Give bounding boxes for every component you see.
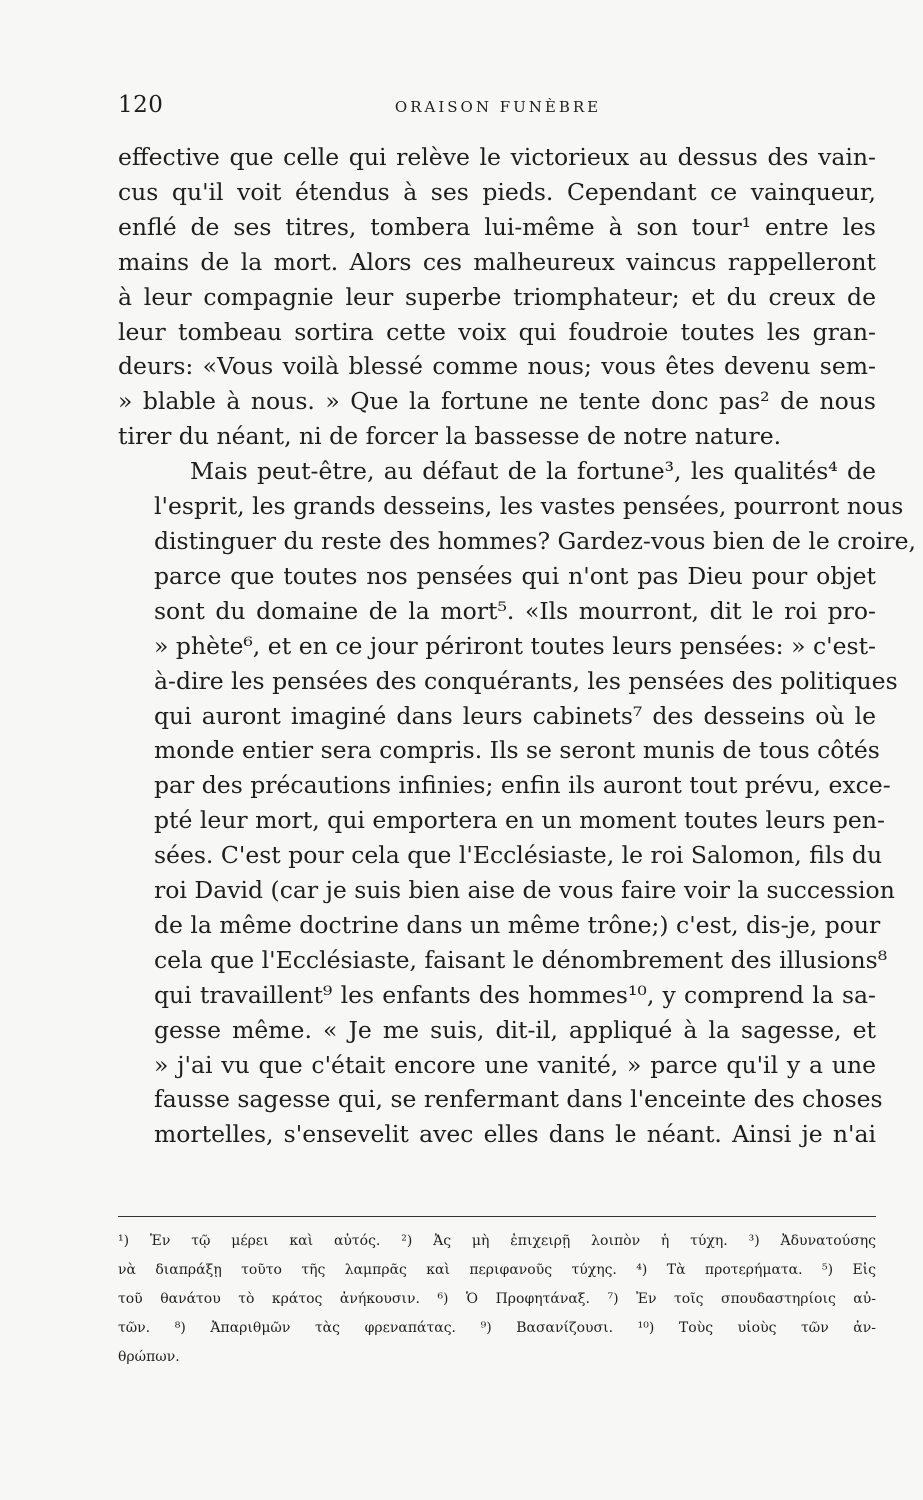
paragraph-2 bbox=[118, 454, 916, 1152]
running-title: ORAISON FUNÈBRE bbox=[394, 98, 602, 116]
footnote-line: ¹) Ἐν τῷ μέρει καὶ αὐτός. ²) Ἀς μὴ ἐπιχειρῇ λοιπὸν ἡ τύχη. ³) Ἀδυνατούσης bbox=[118, 1233, 876, 1249]
text-line: gesse même. « Je me suis, dit-il, appliqué à la sagesse, et bbox=[154, 1015, 876, 1044]
footnote-line: θρώπων. bbox=[118, 1349, 180, 1365]
text-line: pté leur mort, qui emportera en un moment toutes leurs pen- bbox=[154, 806, 885, 835]
footnote-line: τοῦ θανάτου τὸ κράτος ἀνήκουσιν. ⁶) Ὁ Προφητάναξ. ⁷) Ἐν τοῖς σπουδαστηρίοις αὐ- bbox=[118, 1291, 876, 1307]
text-line: mortelles, s'ensevelit avec elles dans le néant. Ainsi je n'ai bbox=[154, 1120, 876, 1149]
text-line: deurs: «Vous voilà blessé comme nous; vous êtes devenu sem- bbox=[118, 352, 876, 381]
text-line: de la même doctrine dans un même trône;) c'est, dis-je, pour bbox=[154, 910, 881, 939]
text-line: parce que toutes nos pensées qui n'ont pas Dieu pour objet bbox=[154, 561, 876, 590]
text-line: mains de la mort. Alors ces malheureux vaincus rappelleront bbox=[118, 247, 876, 276]
text-line: roi David (car je suis bien aise de vous faire voir la succession bbox=[154, 876, 895, 905]
text-line: à-dire les pensées des conquérants, les pensées des politiques bbox=[154, 666, 898, 695]
text-line: sées. C'est pour cela que l'Ecclésiaste, le roi Salomon, fils du bbox=[154, 841, 883, 870]
text-line: cus qu'il voit étendus à ses pieds. Cependant ce vainqueur, bbox=[118, 177, 876, 206]
page-number: 120 bbox=[118, 92, 164, 118]
footnote-line: νὰ διαπράξῃ τοῦτο τῆς λαμπρᾶς καὶ περιφανοῦς τύχης. ⁴) Τὰ προτερήματα. ⁵) Εἰς bbox=[118, 1262, 876, 1278]
text-line: » j'ai vu que c'était encore une vanité, » parce qu'il y a une bbox=[154, 1050, 876, 1079]
text-line: Mais peut-être, au défaut de la fortune³, les qualités⁴ de bbox=[190, 457, 876, 486]
text-line: » phète⁶, et en ce jour périront toutes leurs pensées: » c'est- bbox=[154, 631, 876, 660]
text-line: cela que l'Ecclésiaste, faisant le dénombrement des illusions⁸ bbox=[154, 945, 888, 974]
text-line: qui travaillent⁹ les enfants des hommes¹⁰, y comprend la sa- bbox=[154, 980, 876, 1009]
text-line: effective que celle qui relève le victorieux au dessus des vain- bbox=[118, 143, 876, 171]
text-line: » blable à nous. » Que la fortune ne tente donc pas² de nous bbox=[118, 387, 876, 416]
text-line: fausse sagesse qui, se renfermant dans l'enceinte des choses bbox=[154, 1085, 883, 1114]
text-line: tirer du néant, ni de forcer la bassesse de notre nature. bbox=[118, 422, 782, 451]
page-header bbox=[118, 86, 878, 126]
body-text bbox=[118, 140, 916, 1152]
text-line: par des précautions infinies; enfin ils auront tout prévu, exce- bbox=[154, 771, 891, 800]
footnote-divider bbox=[118, 1216, 876, 1217]
text-line: l'esprit, les grands desseins, les vastes pensées, pourront nous bbox=[154, 492, 904, 521]
text-line: leur tombeau sortira cette voix qui foudroie toutes les gran- bbox=[118, 317, 876, 346]
paragraph-1 bbox=[118, 140, 876, 454]
text-line: à leur compagnie leur superbe triomphateur; et du creux de bbox=[118, 282, 876, 311]
text-line: enflé de ses titres, tombera lui-même à son tour¹ entre les bbox=[118, 212, 876, 241]
text-line: distinguer du reste des hommes? Gardez-vous bien de le croire, bbox=[154, 526, 916, 555]
text-line: monde entier sera compris. Ils se seront munis de tous côtés bbox=[154, 736, 880, 765]
text-line: sont du domaine de la mort⁵. «Ils mourront, dit le roi pro- bbox=[154, 596, 876, 625]
text-line: qui auront imaginé dans leurs cabinets⁷ des desseins où le bbox=[154, 701, 876, 730]
footnote-line: τῶν. ⁸) Ἀπαριθμῶν τὰς φρεναπάτας. ⁹) Βασανίζουσι. ¹⁰) Τοὺς υἱοὺς τῶν ἀν- bbox=[118, 1320, 876, 1336]
footnotes bbox=[118, 1227, 876, 1372]
